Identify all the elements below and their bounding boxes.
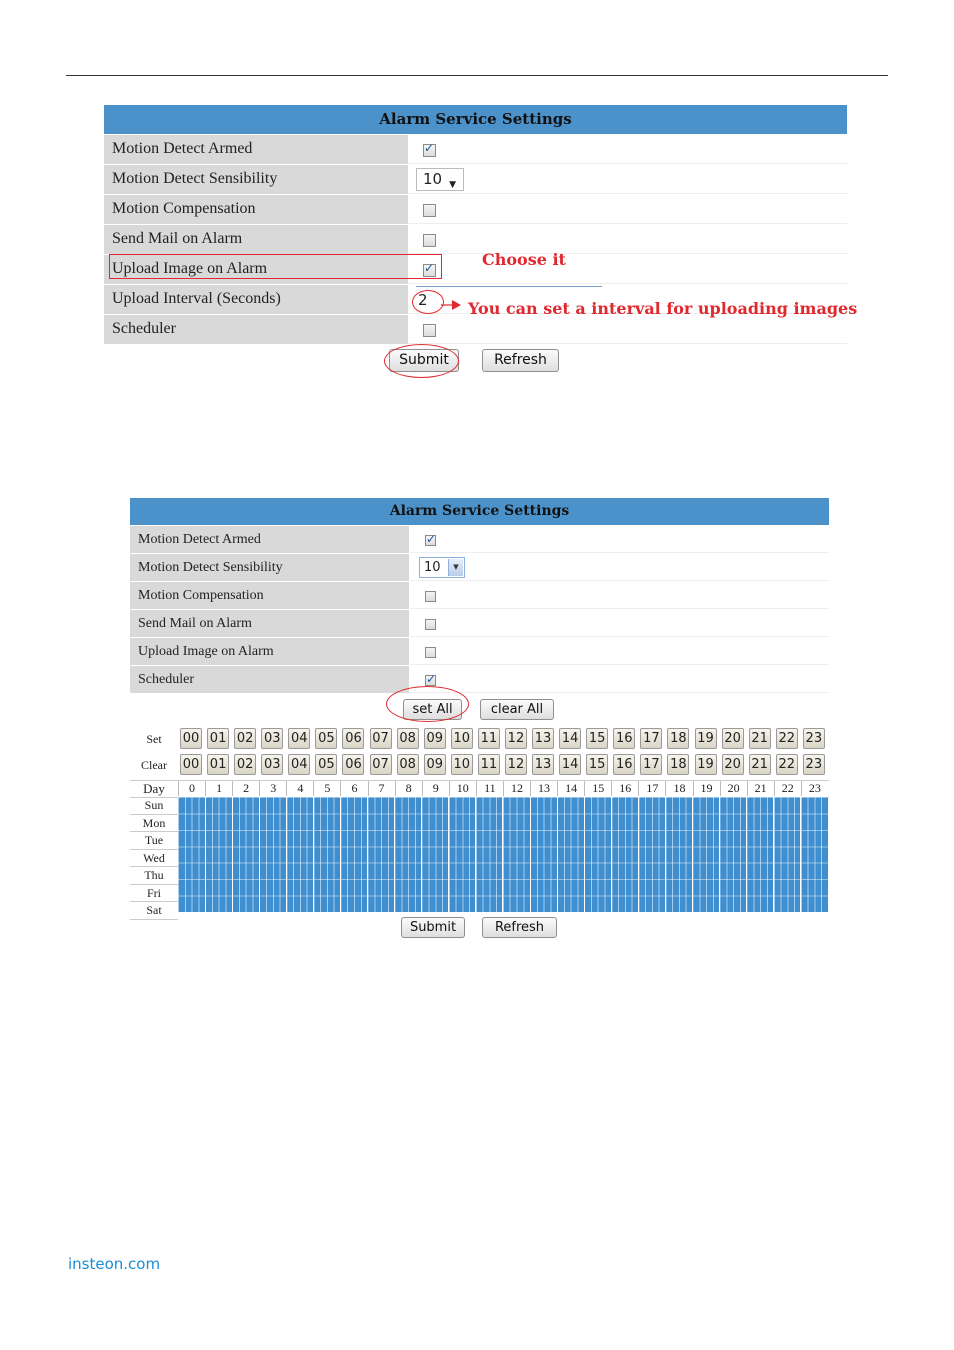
clear-hour-button[interactable]: 08 [397,754,419,775]
set-hour-button[interactable]: 20 [722,728,744,749]
row-label: Motion Detect Armed [104,135,409,164]
hour-header: 1 [205,781,232,796]
row-label: Motion Compensation [104,195,409,224]
set-hour-button[interactable]: 23 [803,728,825,749]
clear-hour-button[interactable]: 23 [803,754,825,775]
hour-separator [638,797,639,912]
clear-hour-button[interactable]: 21 [749,754,771,775]
set-hour-button[interactable]: 07 [370,728,392,749]
hour-header: 12 [503,781,530,796]
hour-header: 9 [422,781,449,796]
settings-row [104,314,847,344]
hour-separator [286,797,287,912]
scheduler-checkbox[interactable] [425,675,436,686]
hour-header: 11 [476,781,503,796]
sensibility-select[interactable] [416,168,464,191]
choose-it-note: Choose it [482,250,566,269]
clear-hour-button[interactable]: 06 [342,754,364,775]
set-row-label: Set [146,732,162,746]
hour-separator [557,797,558,912]
clear-hour-button[interactable]: 17 [640,754,662,775]
motion-compensation-checkbox[interactable] [425,591,436,602]
set-hour-button[interactable]: 03 [261,728,283,749]
hour-header: 20 [720,781,747,796]
chevron-down-icon: ▼ [449,180,456,190]
row-label: Motion Detect Sensibility [104,165,409,194]
upload-interval-input[interactable]: 2 [416,286,602,312]
refresh-button[interactable]: Refresh [482,917,557,938]
send-mail-checkbox[interactable] [425,619,436,630]
set-hour-button[interactable]: 09 [424,728,446,749]
clear-hour-button[interactable]: 03 [261,754,283,775]
clear-hour-button[interactable]: 09 [424,754,446,775]
alarm-settings-panel-2 [130,498,829,693]
interval-note: You can set a interval for uploading images [468,299,858,318]
chevron-down-icon[interactable]: ▼ [448,559,463,576]
hour-separator [530,797,531,912]
clear-hour-button[interactable]: 11 [478,754,500,775]
hour-separator [367,797,368,912]
send-mail-checkbox[interactable] [423,234,436,247]
settings-row [104,164,847,194]
set-hour-button[interactable]: 08 [397,728,419,749]
clear-hour-button[interactable]: 15 [586,754,608,775]
hour-header: 21 [747,781,774,796]
motion-detect-armed-checkbox[interactable] [425,535,436,546]
top-rule [66,75,888,76]
hour-separator [421,797,422,912]
submit-button[interactable]: Submit [389,349,459,372]
hour-separator [340,797,341,912]
set-hour-button[interactable]: 05 [315,728,337,749]
hour-header: 16 [611,781,638,796]
clear-hour-button[interactable]: 16 [613,754,635,775]
set-hour-button[interactable]: 17 [640,728,662,749]
hour-separator [502,797,503,912]
hour-header: 15 [584,781,611,796]
hour-header: 18 [665,781,692,796]
day-row-label: Sat [130,902,178,920]
clear-all-button[interactable]: clear All [480,699,554,720]
hour-header: 4 [286,781,313,796]
hour-header: 3 [259,781,286,796]
row-label: Upload Image on Alarm [130,638,410,665]
set-hour-button[interactable]: 16 [613,728,635,749]
day-row-label: Tue [130,832,178,850]
upload-image-checkbox[interactable] [425,647,436,658]
hour-separator [800,797,801,912]
set-hour-button[interactable]: 04 [288,728,310,749]
refresh-button[interactable]: Refresh [482,349,559,372]
clear-row-label: Clear [141,758,167,772]
clear-hour-button[interactable]: 00 [180,754,202,775]
hour-separator [584,797,585,912]
clear-hour-button[interactable]: 05 [315,754,337,775]
set-hour-button[interactable]: 00 [180,728,202,749]
hour-separator [692,797,693,912]
row-label: Motion Compensation [130,582,410,609]
day-label: Day [143,781,165,796]
select-value: 10 [424,560,441,575]
clear-hour-button[interactable]: 07 [370,754,392,775]
set-hour-button[interactable]: 22 [776,728,798,749]
schedule-slots[interactable] [178,797,828,912]
arrow-right-icon [440,298,462,312]
hour-header: 8 [395,781,422,796]
scheduler-checkbox[interactable] [423,324,436,337]
day-row-label: Wed [130,850,178,868]
set-hour-button[interactable]: 11 [478,728,500,749]
hour-header: 5 [313,781,340,796]
set-hour-button[interactable]: 12 [505,728,527,749]
panel-title: Alarm Service Settings [130,498,829,525]
hour-separator [205,797,206,912]
clear-hour-button[interactable]: 12 [505,754,527,775]
hour-separator [259,797,260,912]
row-label: Scheduler [130,666,410,693]
settings-row [130,665,829,693]
hour-header: 2 [232,781,259,796]
hour-separator [719,797,720,912]
day-row-label: Thu [130,867,178,885]
set-hour-button[interactable]: 21 [749,728,771,749]
clear-hour-button[interactable]: 01 [207,754,229,775]
settings-row [130,609,829,637]
hour-separator [475,797,476,912]
motion-detect-armed-checkbox[interactable] [423,144,436,157]
motion-compensation-checkbox[interactable] [423,204,436,217]
set-hour-button[interactable]: 01 [207,728,229,749]
day-row-label: Fri [130,885,178,903]
row-label: Upload Image on Alarm [104,255,409,284]
clear-hour-button[interactable]: 22 [776,754,798,775]
settings-row [130,525,829,553]
set-hour-button[interactable]: 15 [586,728,608,749]
clear-hour-button[interactable]: 13 [532,754,554,775]
row-label: Motion Detect Sensibility [130,554,410,581]
hour-separator [313,797,314,912]
hour-header: 7 [368,781,395,796]
day-row-label: Mon [130,815,178,833]
set-hour-button[interactable]: 10 [451,728,473,749]
row-label: Send Mail on Alarm [130,610,410,637]
hour-separator [746,797,747,912]
hour-header: 22 [774,781,801,796]
settings-row [104,224,847,254]
hour-separator [232,797,233,912]
settings-row [104,134,847,164]
settings-row [130,553,829,581]
settings-row [104,194,847,224]
hour-header: 0 [178,781,205,796]
day-header-row [130,780,829,798]
submit-button[interactable]: Submit [401,917,465,938]
row-label: Motion Detect Armed [130,526,410,553]
select-value: 10 [423,170,443,188]
highlight-box [109,254,442,279]
clear-hour-button[interactable]: 14 [559,754,581,775]
submit-circle [384,344,459,378]
hour-header: 14 [557,781,584,796]
hour-header: 6 [340,781,367,796]
clear-hour-button[interactable]: 19 [695,754,717,775]
day-row-label: Sun [130,797,178,815]
set-all-circle [386,686,469,722]
hour-separator [773,797,774,912]
set-hour-button[interactable]: 18 [667,728,689,749]
clear-hour-button[interactable]: 02 [234,754,256,775]
clear-hour-button[interactable]: 20 [722,754,744,775]
hour-separator [611,797,612,912]
sensibility-select[interactable] [419,557,465,578]
hour-header: 17 [638,781,665,796]
hour-header: 23 [801,781,828,796]
row-label: Scheduler [104,315,409,344]
footer-link[interactable]: insteon.com [68,1255,161,1273]
settings-row [130,637,829,665]
clear-hour-button[interactable]: 10 [451,754,473,775]
hour-header: 19 [693,781,720,796]
hour-header: 10 [449,781,476,796]
settings-row [130,581,829,609]
clear-hour-button[interactable]: 04 [288,754,310,775]
set-all-button[interactable]: set All [403,699,462,720]
row-label: Upload Interval (Seconds) [104,285,409,314]
day-labels [130,797,178,920]
panel-title: Alarm Service Settings [104,105,847,134]
set-hour-button[interactable]: 14 [559,728,581,749]
set-hour-button[interactable]: 13 [532,728,554,749]
set-hour-button[interactable]: 02 [234,728,256,749]
set-hour-button[interactable]: 19 [695,728,717,749]
clear-hour-button[interactable]: 18 [667,754,689,775]
row-label: Send Mail on Alarm [104,225,409,254]
set-hour-button[interactable]: 06 [342,728,364,749]
hour-separator [448,797,449,912]
hour-header: 13 [530,781,557,796]
hour-separator [394,797,395,912]
hour-separator [665,797,666,912]
